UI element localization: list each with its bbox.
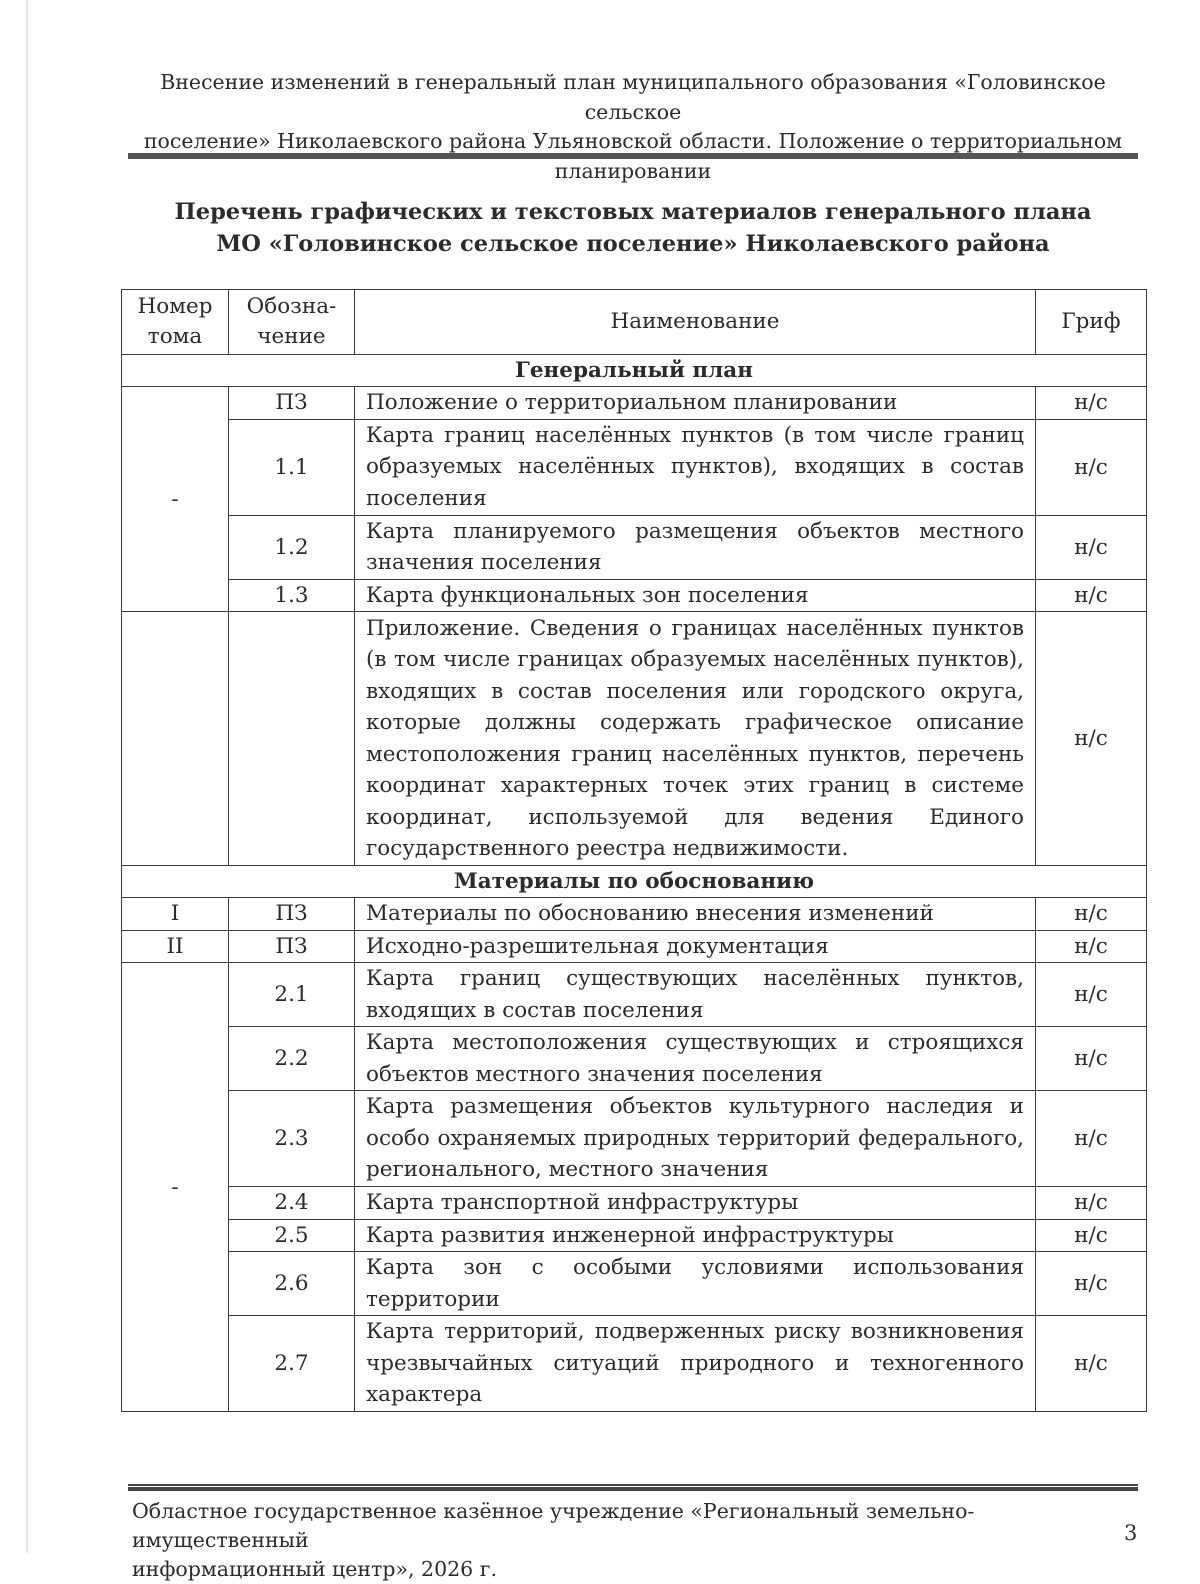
code-cell: 2.3 xyxy=(229,1091,355,1187)
code-cell: 2.2 xyxy=(229,1027,355,1091)
grif-cell: н/с xyxy=(1036,963,1147,1027)
running-footer xyxy=(132,1497,1112,1581)
grif-cell: н/с xyxy=(1036,579,1147,612)
materials-table xyxy=(121,289,1147,1412)
page-number: 3 xyxy=(1124,1521,1138,1545)
table-row xyxy=(122,898,1147,931)
name-cell: Карта размещения объектов культурного наследия и особо охраняемых природных территорий федерального, регионального, местного значения xyxy=(355,1091,1036,1187)
table-row xyxy=(122,515,1147,579)
code-cell: 1.2 xyxy=(229,515,355,579)
name-cell: Исходно-разрешительная документация xyxy=(355,930,1036,963)
grif-cell: н/с xyxy=(1036,1027,1147,1091)
grif-cell: н/с xyxy=(1036,1187,1147,1220)
title-line: МО «Головинское сельское поселение» Николаевского района xyxy=(216,231,1050,257)
table-row xyxy=(122,1091,1147,1187)
name-cell: Карта транспортной инфраструктуры xyxy=(355,1187,1036,1220)
table-header-row xyxy=(122,290,1147,355)
code-cell xyxy=(229,612,355,866)
volume-cell: - xyxy=(122,387,229,612)
header-line: Внесение изменений в генеральный план муниципального образования «Головинское сельское xyxy=(160,70,1106,124)
name-cell: Карта развития инженерной инфраструктуры xyxy=(355,1219,1036,1252)
volume-cell xyxy=(122,612,229,866)
header-line: планировании xyxy=(554,158,712,183)
table-row xyxy=(122,963,1147,1027)
name-cell: Положение о территориальном планировании xyxy=(355,387,1036,420)
table-row xyxy=(122,387,1147,420)
name-cell: Карта границ населённых пунктов (в том числе границ образуемых населённых пунктов), входящих в состав поселения xyxy=(355,419,1036,515)
column-header-volume: Номер тома xyxy=(122,290,229,355)
volume-cell: II xyxy=(122,930,229,963)
grif-cell: н/с xyxy=(1036,898,1147,931)
table-row xyxy=(122,930,1147,963)
running-header xyxy=(130,68,1136,186)
code-cell: 1.3 xyxy=(229,579,355,612)
table-row xyxy=(122,579,1147,612)
name-cell: Карта территорий, подверженных риску возникновения чрезвычайных ситуаций природного и техногенного характера xyxy=(355,1316,1036,1412)
name-cell: Карта местоположения существующих и строящихся объектов местного значения поселения xyxy=(355,1027,1036,1091)
table-row xyxy=(122,1219,1147,1252)
footer-divider xyxy=(128,1484,1138,1491)
grif-cell: н/с xyxy=(1036,387,1147,420)
code-cell: 2.6 xyxy=(229,1252,355,1316)
section-title: Материалы по обоснованию xyxy=(122,866,1147,898)
table-row xyxy=(122,1252,1147,1316)
volume-cell: - xyxy=(122,963,229,1412)
code-cell: ПЗ xyxy=(229,387,355,420)
section-row xyxy=(122,355,1147,387)
grif-cell: н/с xyxy=(1036,1316,1147,1412)
grif-cell: н/с xyxy=(1036,1252,1147,1316)
scan-edge xyxy=(26,0,28,1553)
header-line: поселение» Николаевского района Ульяновской области. Положение о территориальном xyxy=(143,129,1123,153)
document-title xyxy=(130,196,1136,260)
code-cell: 2.1 xyxy=(229,963,355,1027)
footer-line: Областное государственное казённое учреждение «Региональный земельно-имущественный xyxy=(132,1499,975,1552)
table-row xyxy=(122,1027,1147,1091)
table-row-appendix xyxy=(122,612,1147,866)
grif-cell: н/с xyxy=(1036,930,1147,963)
column-header-name: Наименование xyxy=(355,290,1036,355)
code-cell: ПЗ xyxy=(229,898,355,931)
code-cell: ПЗ xyxy=(229,930,355,963)
column-header-code: Обозна- чение xyxy=(229,290,355,355)
grif-cell: н/с xyxy=(1036,515,1147,579)
code-cell: 2.7 xyxy=(229,1316,355,1412)
section-row xyxy=(122,866,1147,898)
grif-cell: н/с xyxy=(1036,419,1147,515)
grif-cell: н/с xyxy=(1036,612,1147,866)
code-cell: 2.4 xyxy=(229,1187,355,1220)
name-cell: Карта границ существующих населённых пунктов, входящих в состав поселения xyxy=(355,963,1036,1027)
volume-cell: I xyxy=(122,898,229,931)
table-row xyxy=(122,1187,1147,1220)
table-row xyxy=(122,419,1147,515)
footer-line: информационный центр», 2026 г. xyxy=(132,1557,497,1581)
name-cell: Приложение. Сведения о границах населённых пунктов (в том числе границах образуемых населённых пунктов), входящих в состав поселения или городского округа, которые должны содержать графическое описание местоположения границ населённых пунктов, перечень координат характерных точек этих границ в системе координат, используемой для ведения Единого государственного реестра недвижимости. xyxy=(355,612,1036,866)
grif-cell: н/с xyxy=(1036,1091,1147,1187)
title-line: Перечень графических и текстовых материалов генерального плана xyxy=(174,199,1092,225)
table-row xyxy=(122,1316,1147,1412)
column-header-grif: Гриф xyxy=(1036,290,1147,355)
name-cell: Материалы по обоснованию внесения изменений xyxy=(355,898,1036,931)
code-cell: 1.1 xyxy=(229,419,355,515)
grif-cell: н/с xyxy=(1036,1219,1147,1252)
name-cell: Карта зон с особыми условиями использования территории xyxy=(355,1252,1036,1316)
header-divider xyxy=(128,153,1138,159)
name-cell: Карта функциональных зон поселения xyxy=(355,579,1036,612)
name-cell: Карта планируемого размещения объектов местного значения поселения xyxy=(355,515,1036,579)
section-title: Генеральный план xyxy=(122,355,1147,387)
code-cell: 2.5 xyxy=(229,1219,355,1252)
